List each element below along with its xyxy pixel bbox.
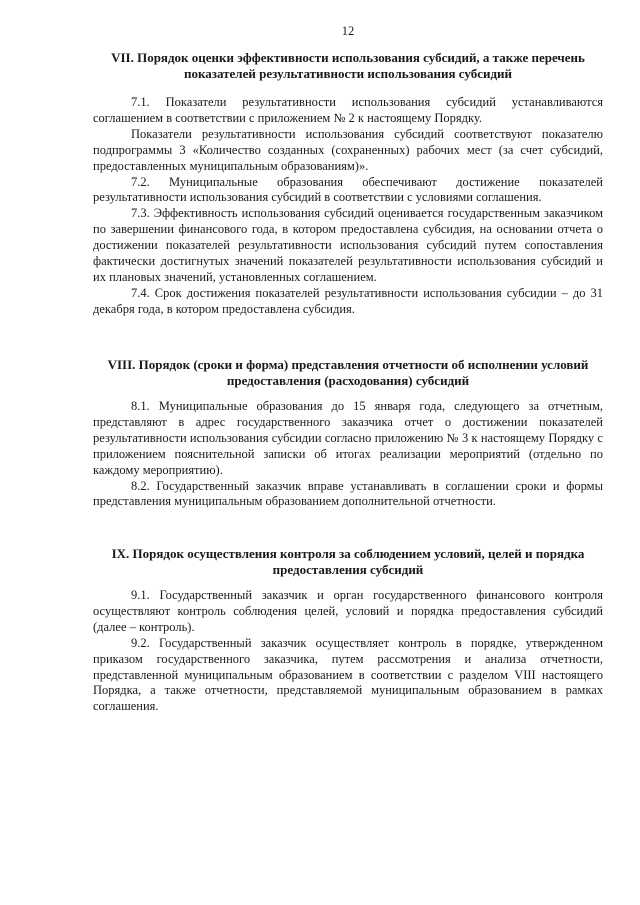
paragraph-9-2: 9.2. Государственный заказчик осуществляет контроль в порядке, утвержденном приказом государственного заказчика, путем рассмотрения и анализа отчетности, представленной муниципальным образованием в соответствии с разделом VIII настоящего Порядка, а также отчетности, представляемой муниципальным образованием в рамках соглашения.	[93, 635, 603, 714]
paragraph-7-1-indicators: Показатели результативности использования субсидий соответствуют показателю подпрограммы 3 «Количество созданных (сохраненных) рабочих мест (за счет субсидий, предоставленных муниципальным образованиям)».	[93, 126, 603, 173]
paragraph-8-1: 8.1. Муниципальные образования до 15 января года, следующего за отчетным, представляют в адрес государственного заказчика отчет о достижении показателей результативности использования субсидии согласно приложению № 3 к настоящему Порядку с приложением пояснительной записки об итогах реализации мероприятий (отдельно по каждому мероприятию).	[93, 399, 603, 477]
paragraph-7-3: 7.3. Эффективность использования субсидий оценивается государственным заказчиком по завершении финансового года, в котором предоставлена субсидия, на основании отчета о достижении показателей результативности использования субсидий путем сопоставления фактически достигнутых значений показателей результативности использования субсидий и их плановых значений, установленных соглашением.	[93, 206, 603, 284]
section-7-heading: VII. Порядок оценки эффективности использования субсидий, а также перечень показателей результативности использования субсидий	[111, 50, 585, 81]
section-9-heading: IX. Порядок осуществления контроля за соблюдением условий, целей и порядка предоставления субсидий	[111, 546, 585, 577]
section-8-body	[93, 399, 603, 510]
paragraph-7-1: 7.1. Показатели результативности использования субсидий устанавливаются соглашением в соответствии с приложением № 2 к настоящему Порядку.	[93, 95, 603, 125]
section-7-body	[93, 95, 603, 318]
paragraph-7-2: 7.2. Муниципальные образования обеспечивают достижение показателей результативности использования субсидий в соответствии с условиями соглашения.	[93, 174, 603, 205]
paragraph-7-4: 7.4. Срок достижения показателей результативности использования субсидии – до 31 декабря года, в котором предоставлена субсидия.	[93, 285, 603, 316]
page-number: 12	[341, 24, 355, 38]
section-9-body	[93, 588, 603, 715]
paragraph-8-2: 8.2. Государственный заказчик вправе устанавливать в соглашении сроки и формы представления муниципальным образованием дополнительной отчетности.	[93, 478, 603, 509]
paragraph-9-1: 9.1. Государственный заказчик и орган государственного финансового контроля осуществляют контроль соблюдения целей, условий и порядка предоставления субсидий (далее – контроль).	[93, 588, 603, 634]
section-8-heading: VIII. Порядок (сроки и форма) представления отчетности об исполнении условий предоставления (расходования) субсидий	[107, 357, 589, 388]
